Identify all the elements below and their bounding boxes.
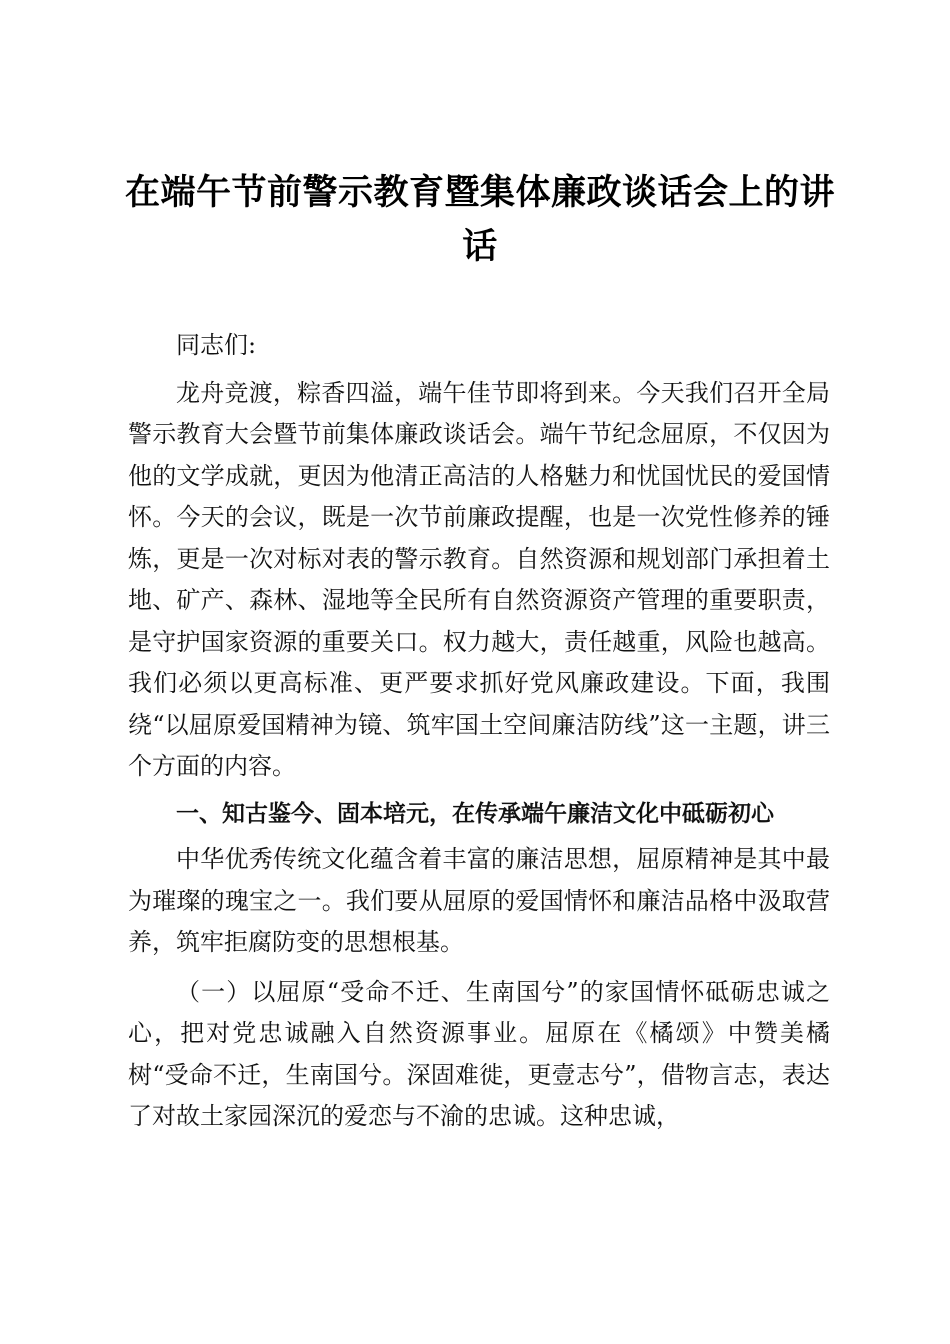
- subsection-paragraph: （一）以屈原“受命不迁、生南国兮”的家国情怀砥砺忠诚之心，把对党忠诚融入自然资源事业。屈原在《橘颂》中赞美橘树“受命不迁，生南国兮。深固难徙，更壹志兮”，借物言志，表达了对故土家园深沉的爱恋与不渝的忠诚。这种忠诚，: [128, 977, 830, 1130]
- document-title: 在端午节前警示教育暨集体廉政谈话会上的讲话: [124, 172, 835, 267]
- intro-paragraph: 龙舟竞渡，粽香四溢，端午佳节即将到来。今天我们召开全局警示教育大会暨节前集体廉政谈话会。端午节纪念屈原，不仅因为他的文学成就，更因为他清正高洁的人格魅力和忧国忧民的爱国情怀。今天的会议，既是一次节前廉政提醒，也是一次党性修养的锤炼，更是一次对标对表的警示教育。自然资源和规划部门承担着土地、矿产、森林、湿地等全民所有自然资源资产管理的重要职责，是守护国家资源的重要关口。权力越大，责任越重，风险也越高。我们必须以更高标准、更严要求抓好党风廉政建设。下面，我围绕“以屈原爱国精神为镜、筑牢国土空间廉洁防线”这一主题，讲三个方面的内容。: [128, 378, 830, 780]
- greeting: 同志们:: [176, 331, 257, 359]
- section-heading: 一、知古鉴今、固本培元，在传承端午廉洁文化中砥砺初心: [176, 800, 774, 827]
- section-intro-paragraph: 中华优秀传统文化蕴含着丰富的廉洁思想，屈原精神是其中最为璀璨的瑰宝之一。我们要从屈原的爱国情怀和廉洁品格中汲取营养，筑牢拒腐防变的思想根基。: [128, 845, 830, 956]
- document-body: [128, 325, 830, 1138]
